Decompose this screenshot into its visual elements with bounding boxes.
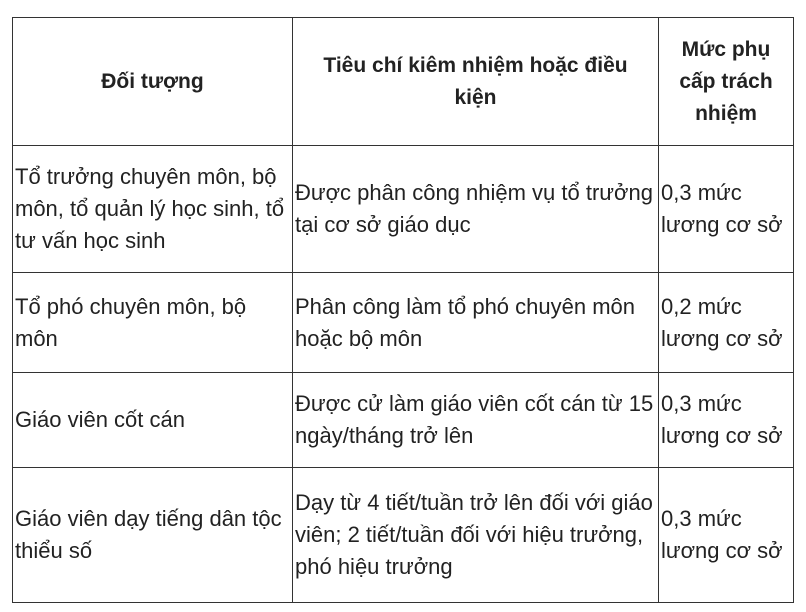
table-row [13, 273, 794, 373]
cell-criteria: Phân công làm tổ phó chuyên môn hoặc bộ môn [293, 273, 659, 373]
cell-allowance: 0,3 mức lương cơ sở [659, 468, 794, 603]
cell-allowance: 0,3 mức lương cơ sở [659, 146, 794, 273]
table-row [13, 468, 794, 603]
table-header-row [13, 18, 794, 146]
cell-criteria: Được cử làm giáo viên cốt cán từ 15 ngày/tháng trở lên [293, 373, 659, 468]
cell-criteria: Dạy từ 4 tiết/tuần trở lên đối với giáo viên; 2 tiết/tuần đối với hiệu trưởng, phó hiệu trưởng [293, 468, 659, 603]
cell-subject: Tổ trưởng chuyên môn, bộ môn, tổ quản lý học sinh, tổ tư vấn học sinh [13, 146, 293, 273]
table-row [13, 146, 794, 273]
header-allowance: Mức phụ cấp trách nhiệm [659, 18, 794, 146]
header-criteria: Tiêu chí kiêm nhiệm hoặc điều kiện [293, 18, 659, 146]
header-subject: Đối tượng [13, 18, 293, 146]
cell-allowance: 0,3 mức lương cơ sở [659, 373, 794, 468]
table-row [13, 373, 794, 468]
cell-subject: Tổ phó chuyên môn, bộ môn [13, 273, 293, 373]
cell-subject: Giáo viên dạy tiếng dân tộc thiểu số [13, 468, 293, 603]
cell-subject: Giáo viên cốt cán [13, 373, 293, 468]
cell-criteria: Được phân công nhiệm vụ tổ trưởng tại cơ sở giáo dục [293, 146, 659, 273]
cell-allowance: 0,2 mức lương cơ sở [659, 273, 794, 373]
allowance-table [12, 17, 794, 603]
